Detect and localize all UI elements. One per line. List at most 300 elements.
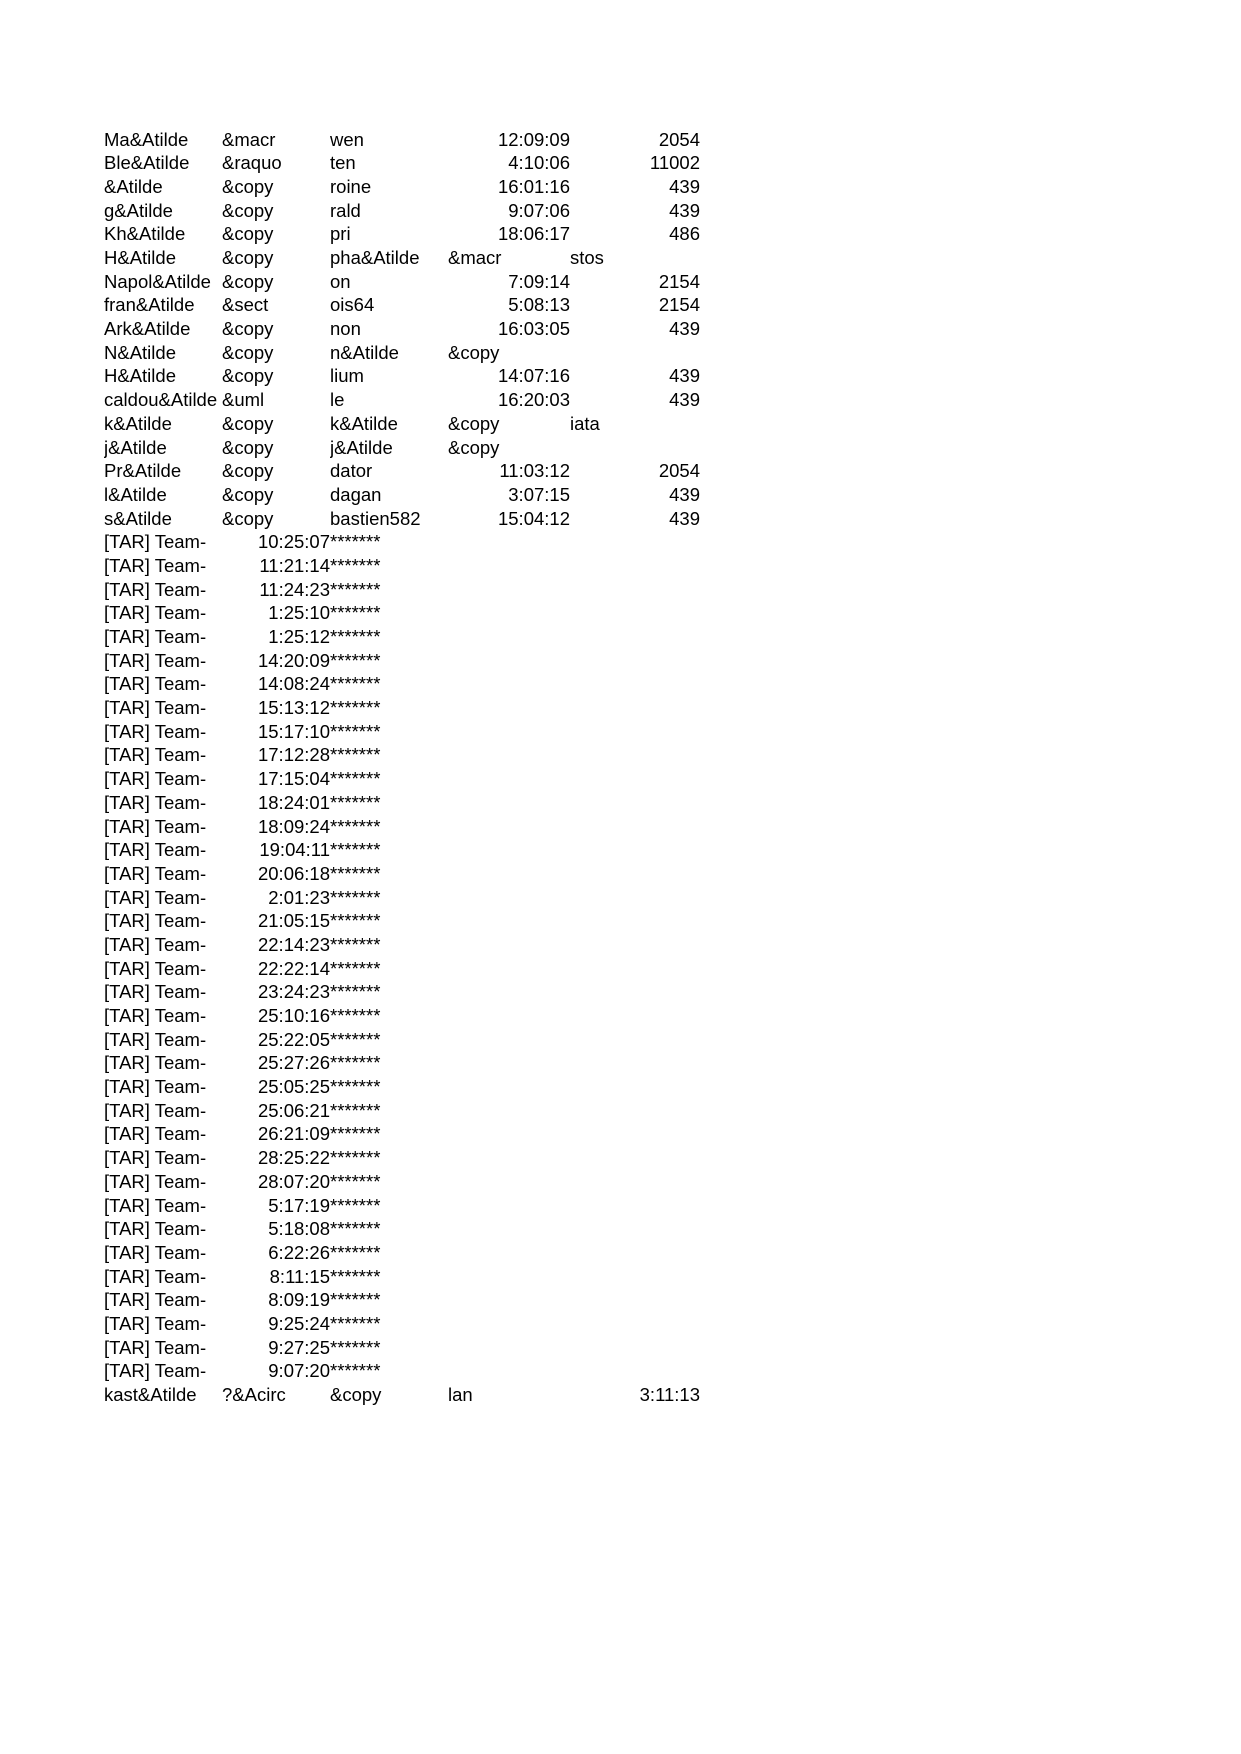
table-row[interactable] bbox=[104, 815, 700, 839]
cell-time[interactable]: 26:21:09 bbox=[257, 1123, 330, 1145]
table-row[interactable] bbox=[104, 270, 700, 294]
cell-team-label[interactable]: [TAR] Team- bbox=[104, 1289, 207, 1311]
table-row[interactable] bbox=[104, 791, 700, 815]
cell-empty[interactable] bbox=[448, 649, 570, 673]
table-row[interactable] bbox=[104, 1218, 700, 1242]
cell-overflow-marker[interactable]: ******* bbox=[330, 744, 381, 766]
cell-empty[interactable] bbox=[570, 1312, 700, 1336]
cell-name[interactable]: Ble&Atilde bbox=[104, 152, 190, 174]
table-row[interactable] bbox=[104, 981, 700, 1005]
table-row[interactable] bbox=[104, 720, 700, 744]
cell-entity[interactable]: &macr bbox=[222, 128, 276, 150]
cell-time[interactable]: &copy bbox=[448, 341, 500, 363]
cell-empty[interactable] bbox=[570, 1170, 700, 1194]
table-row[interactable] bbox=[104, 1147, 700, 1171]
cell-overflow-marker[interactable]: ******* bbox=[330, 1218, 381, 1240]
cell-team-label[interactable]: [TAR] Team- bbox=[104, 815, 207, 837]
table-row[interactable] bbox=[104, 341, 700, 365]
cell-name[interactable]: Ma&Atilde bbox=[104, 128, 189, 150]
cell-value[interactable]: 439 bbox=[669, 199, 700, 221]
cell-value[interactable]: 2154 bbox=[658, 294, 700, 316]
cell-empty[interactable] bbox=[448, 1312, 570, 1336]
cell-time[interactable]: 12:09:09 bbox=[497, 128, 570, 150]
cell-overflow-marker[interactable]: ******* bbox=[330, 1052, 381, 1074]
cell-entity[interactable]: &copy bbox=[222, 223, 274, 245]
cell-overflow-marker[interactable]: ******* bbox=[330, 933, 381, 955]
cell-entity[interactable]: &copy bbox=[222, 247, 274, 269]
cell-time[interactable]: 18:09:24 bbox=[257, 815, 330, 837]
cell-value[interactable]: 2054 bbox=[658, 128, 700, 150]
cell-empty[interactable] bbox=[570, 1147, 700, 1171]
cell-overflow-marker[interactable]: ******* bbox=[330, 1170, 381, 1192]
cell-suffix[interactable]: pri bbox=[330, 223, 351, 245]
cell-time[interactable]: 25:06:21 bbox=[257, 1099, 330, 1121]
cell-team-label[interactable]: [TAR] Team- bbox=[104, 649, 207, 671]
table-row[interactable] bbox=[104, 1289, 700, 1313]
cell-empty[interactable] bbox=[448, 1265, 570, 1289]
cell-empty[interactable] bbox=[448, 625, 570, 649]
cell-empty[interactable] bbox=[448, 791, 570, 815]
cell-empty[interactable] bbox=[570, 1241, 700, 1265]
cell-overflow-marker[interactable]: ******* bbox=[330, 1194, 381, 1216]
cell-empty[interactable] bbox=[570, 768, 700, 792]
cell-entity[interactable]: &raquo bbox=[222, 152, 282, 174]
cell-time[interactable]: 5:18:08 bbox=[268, 1218, 330, 1240]
cell-suffix[interactable]: k&Atilde bbox=[330, 412, 398, 434]
cell-overflow-marker[interactable]: ******* bbox=[330, 531, 381, 553]
cell-suffix[interactable]: lan bbox=[448, 1384, 473, 1406]
table-row[interactable] bbox=[104, 554, 700, 578]
cell-overflow-marker[interactable]: ******* bbox=[330, 578, 381, 600]
cell-time[interactable]: 4:10:06 bbox=[508, 152, 570, 174]
cell-name[interactable]: Kh&Atilde bbox=[104, 223, 186, 245]
cell-entity[interactable]: &copy bbox=[222, 483, 274, 505]
table-row[interactable] bbox=[104, 602, 700, 626]
cell-overflow-marker[interactable]: ******* bbox=[330, 815, 381, 837]
table-row[interactable] bbox=[104, 1336, 700, 1360]
cell-empty[interactable] bbox=[570, 602, 700, 626]
cell-overflow-marker[interactable]: ******* bbox=[330, 697, 381, 719]
cell-name[interactable]: Napol&Atilde bbox=[104, 270, 211, 292]
cell-overflow-marker[interactable]: ******* bbox=[330, 1005, 381, 1027]
table-row[interactable] bbox=[104, 1099, 700, 1123]
cell-suffix[interactable]: n&Atilde bbox=[330, 341, 399, 363]
cell-empty[interactable] bbox=[570, 791, 700, 815]
cell-empty[interactable] bbox=[448, 697, 570, 721]
cell-team-label[interactable]: [TAR] Team- bbox=[104, 910, 207, 932]
cell-name[interactable]: fran&Atilde bbox=[104, 294, 195, 316]
cell-time[interactable]: 22:22:14 bbox=[257, 957, 330, 979]
cell-overflow-marker[interactable]: ******* bbox=[330, 1241, 381, 1263]
cell-time[interactable]: 25:22:05 bbox=[257, 1028, 330, 1050]
table-row[interactable] bbox=[104, 365, 700, 389]
cell-time[interactable]: &macr bbox=[448, 247, 502, 269]
cell-value[interactable]: 486 bbox=[669, 223, 700, 245]
cell-empty[interactable] bbox=[570, 554, 700, 578]
cell-time[interactable]: 5:08:13 bbox=[508, 294, 570, 316]
cell-empty[interactable] bbox=[448, 744, 570, 768]
cell-team-label[interactable]: [TAR] Team- bbox=[104, 744, 207, 766]
cell-name[interactable]: l&Atilde bbox=[104, 483, 167, 505]
cell-team-label[interactable]: [TAR] Team- bbox=[104, 1076, 207, 1098]
table-row[interactable] bbox=[104, 318, 700, 342]
cell-time[interactable]: 28:25:22 bbox=[257, 1147, 330, 1169]
cell-overflow-marker[interactable]: ******* bbox=[330, 673, 381, 695]
cell-team-label[interactable]: [TAR] Team- bbox=[104, 1170, 207, 1192]
table-row[interactable] bbox=[104, 625, 700, 649]
table-row[interactable] bbox=[104, 1241, 700, 1265]
cell-team-label[interactable]: [TAR] Team- bbox=[104, 673, 207, 695]
cell-team-label[interactable]: [TAR] Team- bbox=[104, 602, 207, 624]
cell-time[interactable]: 16:01:16 bbox=[497, 175, 570, 197]
cell-empty[interactable] bbox=[448, 1241, 570, 1265]
table-row[interactable] bbox=[104, 1052, 700, 1076]
cell-suffix[interactable]: rald bbox=[330, 199, 361, 221]
cell-time[interactable]: 11:03:12 bbox=[499, 460, 570, 482]
cell-time[interactable]: &copy bbox=[448, 412, 500, 434]
cell-team-label[interactable]: [TAR] Team- bbox=[104, 1194, 207, 1216]
cell-time[interactable]: 14:08:24 bbox=[257, 673, 330, 695]
cell-time[interactable]: 17:12:28 bbox=[257, 744, 330, 766]
cell-value[interactable]: 439 bbox=[669, 175, 700, 197]
cell-time[interactable]: 11:24:23 bbox=[259, 578, 330, 600]
cell-team-label[interactable]: [TAR] Team- bbox=[104, 1147, 207, 1169]
cell-empty[interactable] bbox=[570, 625, 700, 649]
cell-time[interactable]: 18:06:17 bbox=[497, 223, 570, 245]
cell-overflow-marker[interactable]: ******* bbox=[330, 1312, 381, 1334]
cell-name[interactable]: g&Atilde bbox=[104, 199, 173, 221]
cell-value[interactable]: 439 bbox=[669, 365, 700, 387]
cell-empty[interactable] bbox=[570, 910, 700, 934]
table-row[interactable] bbox=[104, 1360, 700, 1384]
cell-team-label[interactable]: [TAR] Team- bbox=[104, 720, 207, 742]
cell-empty[interactable] bbox=[570, 933, 700, 957]
table-row[interactable] bbox=[104, 1076, 700, 1100]
cell-overflow-marker[interactable]: ******* bbox=[330, 1360, 381, 1382]
cell-empty[interactable] bbox=[448, 1052, 570, 1076]
cell-name[interactable]: j&Atilde bbox=[104, 436, 167, 458]
cell-value[interactable]: stos bbox=[570, 247, 604, 269]
cell-empty[interactable] bbox=[570, 1099, 700, 1123]
cell-empty[interactable] bbox=[570, 1028, 700, 1052]
cell-name[interactable]: H&Atilde bbox=[104, 365, 176, 387]
cell-team-label[interactable]: [TAR] Team- bbox=[104, 839, 207, 861]
cell-empty[interactable] bbox=[448, 1099, 570, 1123]
cell-overflow-marker[interactable]: ******* bbox=[330, 554, 381, 576]
cell-overflow-marker[interactable]: ******* bbox=[330, 886, 381, 908]
cell-name[interactable]: kast&Atilde bbox=[104, 1384, 197, 1406]
cell-empty[interactable] bbox=[448, 1170, 570, 1194]
cell-value[interactable]: 2054 bbox=[658, 460, 700, 482]
cell-empty[interactable] bbox=[448, 768, 570, 792]
cell-name[interactable]: k&Atilde bbox=[104, 412, 172, 434]
cell-team-label[interactable]: [TAR] Team- bbox=[104, 768, 207, 790]
cell-entity[interactable]: &copy bbox=[222, 175, 274, 197]
cell-team-label[interactable]: [TAR] Team- bbox=[104, 862, 207, 884]
cell-empty[interactable] bbox=[570, 815, 700, 839]
cell-time[interactable]: 7:09:14 bbox=[508, 270, 570, 292]
cell-team-label[interactable]: [TAR] Team- bbox=[104, 626, 207, 648]
cell-empty[interactable] bbox=[570, 697, 700, 721]
cell-team-label[interactable]: [TAR] Team- bbox=[104, 1265, 207, 1287]
table-row[interactable] bbox=[104, 1383, 700, 1407]
table-row[interactable] bbox=[104, 223, 700, 247]
cell-value[interactable]: iata bbox=[570, 412, 600, 434]
cell-overflow-marker[interactable]: ******* bbox=[330, 981, 381, 1003]
cell-value[interactable] bbox=[570, 436, 700, 460]
cell-overflow-marker[interactable]: ******* bbox=[330, 839, 381, 861]
table-row[interactable] bbox=[104, 578, 700, 602]
cell-team-label[interactable]: [TAR] Team- bbox=[104, 1052, 207, 1074]
cell-empty[interactable] bbox=[448, 886, 570, 910]
cell-time[interactable]: 11:21:14 bbox=[259, 554, 330, 576]
cell-team-label[interactable]: [TAR] Team- bbox=[104, 886, 207, 908]
cell-empty[interactable] bbox=[570, 1336, 700, 1360]
cell-entity[interactable]: &copy bbox=[222, 460, 274, 482]
cell-time[interactable]: 8:09:19 bbox=[268, 1289, 330, 1311]
table-row[interactable] bbox=[104, 744, 700, 768]
cell-empty[interactable] bbox=[448, 531, 570, 555]
cell-team-label[interactable]: [TAR] Team- bbox=[104, 1005, 207, 1027]
cell-empty[interactable] bbox=[570, 1004, 700, 1028]
cell-time[interactable]: 25:27:26 bbox=[257, 1052, 330, 1074]
cell-entity[interactable]: &uml bbox=[222, 389, 265, 411]
cell-empty[interactable] bbox=[448, 1360, 570, 1384]
cell-overflow-marker[interactable]: ******* bbox=[330, 1147, 381, 1169]
cell-overflow-marker[interactable]: ******* bbox=[330, 862, 381, 884]
cell-empty[interactable] bbox=[448, 910, 570, 934]
cell-overflow-marker[interactable]: ******* bbox=[330, 1336, 381, 1358]
cell-overflow-marker[interactable]: ******* bbox=[330, 791, 381, 813]
cell-time[interactable]: 6:22:26 bbox=[268, 1241, 330, 1263]
cell-time[interactable]: 19:04:11 bbox=[259, 839, 330, 861]
cell-suffix[interactable]: roine bbox=[330, 175, 372, 197]
cell-time[interactable]: 9:25:24 bbox=[268, 1312, 330, 1334]
cell-value[interactable] bbox=[570, 341, 700, 365]
cell-overflow-marker[interactable]: ******* bbox=[330, 720, 381, 742]
table-row[interactable] bbox=[104, 436, 700, 460]
cell-empty[interactable] bbox=[448, 1004, 570, 1028]
table-row[interactable] bbox=[104, 649, 700, 673]
table-row[interactable] bbox=[104, 697, 700, 721]
cell-time[interactable]: 9:07:06 bbox=[508, 199, 570, 221]
cell-empty[interactable] bbox=[448, 981, 570, 1005]
cell-team-label[interactable]: [TAR] Team- bbox=[104, 554, 207, 576]
cell-time[interactable]: 10:25:07 bbox=[257, 531, 330, 553]
cell-overflow-marker[interactable]: ******* bbox=[330, 649, 381, 671]
cell-empty[interactable] bbox=[448, 578, 570, 602]
cell-entity[interactable]: &copy bbox=[222, 412, 274, 434]
cell-suffix[interactable]: pha&Atilde bbox=[330, 247, 420, 269]
cell-time[interactable]: 2:01:23 bbox=[268, 886, 330, 908]
cell-empty[interactable] bbox=[570, 744, 700, 768]
table-row[interactable] bbox=[104, 839, 700, 863]
cell-overflow-marker[interactable]: ******* bbox=[330, 602, 381, 624]
cell-overflow-marker[interactable]: ******* bbox=[330, 626, 381, 648]
cell-empty[interactable] bbox=[570, 1076, 700, 1100]
table-row[interactable] bbox=[104, 246, 700, 270]
cell-team-label[interactable]: [TAR] Team- bbox=[104, 1099, 207, 1121]
cell-team-label[interactable]: [TAR] Team- bbox=[104, 697, 207, 719]
cell-time[interactable]: 14:07:16 bbox=[497, 365, 570, 387]
cell-team-label[interactable]: [TAR] Team- bbox=[104, 1336, 207, 1358]
cell-time[interactable]: 22:14:23 bbox=[257, 933, 330, 955]
cell-entity[interactable]: &copy bbox=[222, 507, 274, 529]
table-row[interactable] bbox=[104, 152, 700, 176]
cell-suffix[interactable]: dagan bbox=[330, 483, 382, 505]
cell-team-label[interactable]: [TAR] Team- bbox=[104, 578, 207, 600]
cell-time[interactable]: 3:07:15 bbox=[508, 483, 570, 505]
cell-time[interactable]: 20:06:18 bbox=[257, 862, 330, 884]
table-row[interactable] bbox=[104, 1170, 700, 1194]
cell-time[interactable]: 5:17:19 bbox=[268, 1194, 330, 1216]
cell-time[interactable]: &copy bbox=[448, 436, 500, 458]
cell-entity[interactable]: &copy bbox=[222, 199, 274, 221]
cell-time[interactable]: 21:05:15 bbox=[257, 910, 330, 932]
cell-team-label[interactable]: [TAR] Team- bbox=[104, 791, 207, 813]
cell-empty[interactable] bbox=[448, 1123, 570, 1147]
table-row[interactable] bbox=[104, 412, 700, 436]
table-row[interactable] bbox=[104, 507, 700, 531]
cell-entity[interactable]: &copy bbox=[222, 270, 274, 292]
table-row[interactable] bbox=[104, 768, 700, 792]
cell-entity[interactable]: ?&Acirc bbox=[222, 1384, 286, 1406]
cell-overflow-marker[interactable]: ******* bbox=[330, 1028, 381, 1050]
cell-time[interactable]: 16:20:03 bbox=[497, 389, 570, 411]
cell-team-label[interactable]: [TAR] Team- bbox=[104, 1028, 207, 1050]
cell-empty[interactable] bbox=[570, 1123, 700, 1147]
cell-name[interactable]: caldou&Atilde bbox=[104, 389, 218, 411]
cell-time[interactable]: 3:11:13 bbox=[639, 1384, 700, 1406]
table-row[interactable] bbox=[104, 1028, 700, 1052]
cell-empty[interactable] bbox=[448, 957, 570, 981]
cell-time[interactable]: 1:25:12 bbox=[268, 626, 330, 648]
cell-empty[interactable] bbox=[448, 720, 570, 744]
cell-empty[interactable] bbox=[448, 1028, 570, 1052]
table-row[interactable] bbox=[104, 199, 700, 223]
cell-value[interactable]: 439 bbox=[669, 483, 700, 505]
cell-name[interactable]: H&Atilde bbox=[104, 247, 176, 269]
cell-empty[interactable] bbox=[570, 531, 700, 555]
cell-value[interactable]: 439 bbox=[669, 318, 700, 340]
cell-empty[interactable] bbox=[448, 933, 570, 957]
cell-value[interactable]: 11002 bbox=[649, 152, 700, 174]
cell-suffix[interactable]: lium bbox=[330, 365, 364, 387]
cell-empty[interactable] bbox=[570, 862, 700, 886]
table-row[interactable] bbox=[104, 933, 700, 957]
cell-suffix[interactable]: j&Atilde bbox=[330, 436, 393, 458]
cell-overflow-marker[interactable]: ******* bbox=[330, 1076, 381, 1098]
cell-team-label[interactable]: [TAR] Team- bbox=[104, 981, 207, 1003]
cell-time[interactable]: 16:03:05 bbox=[497, 318, 570, 340]
cell-empty[interactable] bbox=[448, 1218, 570, 1242]
cell-overflow-marker[interactable]: ******* bbox=[330, 1289, 381, 1311]
cell-empty[interactable] bbox=[448, 1076, 570, 1100]
cell-empty[interactable] bbox=[448, 673, 570, 697]
cell-empty[interactable] bbox=[448, 1147, 570, 1171]
cell-empty[interactable] bbox=[448, 862, 570, 886]
cell-entity[interactable]: &copy bbox=[222, 436, 274, 458]
cell-team-label[interactable]: [TAR] Team- bbox=[104, 1360, 207, 1382]
cell-team-label[interactable]: [TAR] Team- bbox=[104, 531, 207, 553]
table-row[interactable] bbox=[104, 175, 700, 199]
cell-overflow-marker[interactable]: ******* bbox=[330, 1265, 381, 1287]
table-row[interactable] bbox=[104, 1123, 700, 1147]
cell-name[interactable]: s&Atilde bbox=[104, 507, 172, 529]
cell-empty[interactable] bbox=[570, 981, 700, 1005]
cell-overflow-marker[interactable]: ******* bbox=[330, 910, 381, 932]
cell-overflow-marker[interactable]: ******* bbox=[330, 1123, 381, 1145]
table-row[interactable] bbox=[104, 862, 700, 886]
cell-entity[interactable]: &copy bbox=[330, 1384, 382, 1406]
cell-time[interactable]: 8:11:15 bbox=[269, 1265, 330, 1287]
table-row[interactable] bbox=[104, 294, 700, 318]
cell-empty[interactable] bbox=[570, 1360, 700, 1384]
cell-empty[interactable] bbox=[570, 649, 700, 673]
cell-suffix[interactable]: le bbox=[330, 389, 345, 411]
cell-empty[interactable] bbox=[570, 839, 700, 863]
cell-time[interactable]: 1:25:10 bbox=[268, 602, 330, 624]
table-row[interactable] bbox=[104, 1265, 700, 1289]
cell-team-label[interactable]: [TAR] Team- bbox=[104, 1218, 207, 1240]
cell-value[interactable]: 439 bbox=[669, 389, 700, 411]
cell-time[interactable]: 28:07:20 bbox=[257, 1170, 330, 1192]
cell-empty[interactable] bbox=[570, 957, 700, 981]
cell-time[interactable]: 25:05:25 bbox=[257, 1076, 330, 1098]
table-row[interactable] bbox=[104, 460, 700, 484]
cell-team-label[interactable]: [TAR] Team- bbox=[104, 933, 207, 955]
cell-empty[interactable] bbox=[570, 1265, 700, 1289]
cell-empty[interactable] bbox=[570, 1289, 700, 1313]
table-row[interactable] bbox=[104, 531, 700, 555]
table-row[interactable] bbox=[104, 1004, 700, 1028]
cell-suffix[interactable]: ten bbox=[330, 152, 356, 174]
cell-suffix[interactable]: dator bbox=[330, 460, 373, 482]
table-row[interactable] bbox=[104, 483, 700, 507]
cell-time[interactable]: 9:27:25 bbox=[268, 1336, 330, 1358]
cell-empty[interactable] bbox=[570, 886, 700, 910]
cell-time[interactable]: 15:17:10 bbox=[257, 720, 330, 742]
cell-name[interactable]: Ark&Atilde bbox=[104, 318, 191, 340]
cell-time[interactable]: 15:13:12 bbox=[257, 697, 330, 719]
cell-time[interactable]: 18:24:01 bbox=[257, 791, 330, 813]
cell-entity[interactable]: &sect bbox=[222, 294, 269, 316]
cell-empty[interactable] bbox=[570, 1194, 700, 1218]
cell-empty[interactable] bbox=[448, 815, 570, 839]
cell-overflow-marker[interactable]: ******* bbox=[330, 1099, 381, 1121]
cell-empty[interactable] bbox=[448, 1289, 570, 1313]
cell-empty[interactable] bbox=[448, 602, 570, 626]
table-row[interactable] bbox=[104, 1194, 700, 1218]
cell-time[interactable]: 25:10:16 bbox=[257, 1005, 330, 1027]
table-row[interactable] bbox=[104, 389, 700, 413]
table-row[interactable] bbox=[104, 957, 700, 981]
cell-team-label[interactable]: [TAR] Team- bbox=[104, 957, 207, 979]
table-row[interactable] bbox=[104, 1312, 700, 1336]
cell-entity[interactable]: &copy bbox=[222, 365, 274, 387]
cell-name[interactable]: Pr&Atilde bbox=[104, 460, 182, 482]
cell-empty[interactable] bbox=[570, 1218, 700, 1242]
cell-name[interactable]: &Atilde bbox=[104, 175, 163, 197]
cell-value[interactable]: 2154 bbox=[658, 270, 700, 292]
cell-entity[interactable]: &copy bbox=[222, 318, 274, 340]
cell-time[interactable]: 23:24:23 bbox=[257, 981, 330, 1003]
cell-name[interactable]: N&Atilde bbox=[104, 341, 176, 363]
table-row[interactable] bbox=[104, 673, 700, 697]
cell-empty[interactable] bbox=[570, 1052, 700, 1076]
cell-time[interactable]: 14:20:09 bbox=[257, 649, 330, 671]
cell-empty[interactable] bbox=[570, 578, 700, 602]
